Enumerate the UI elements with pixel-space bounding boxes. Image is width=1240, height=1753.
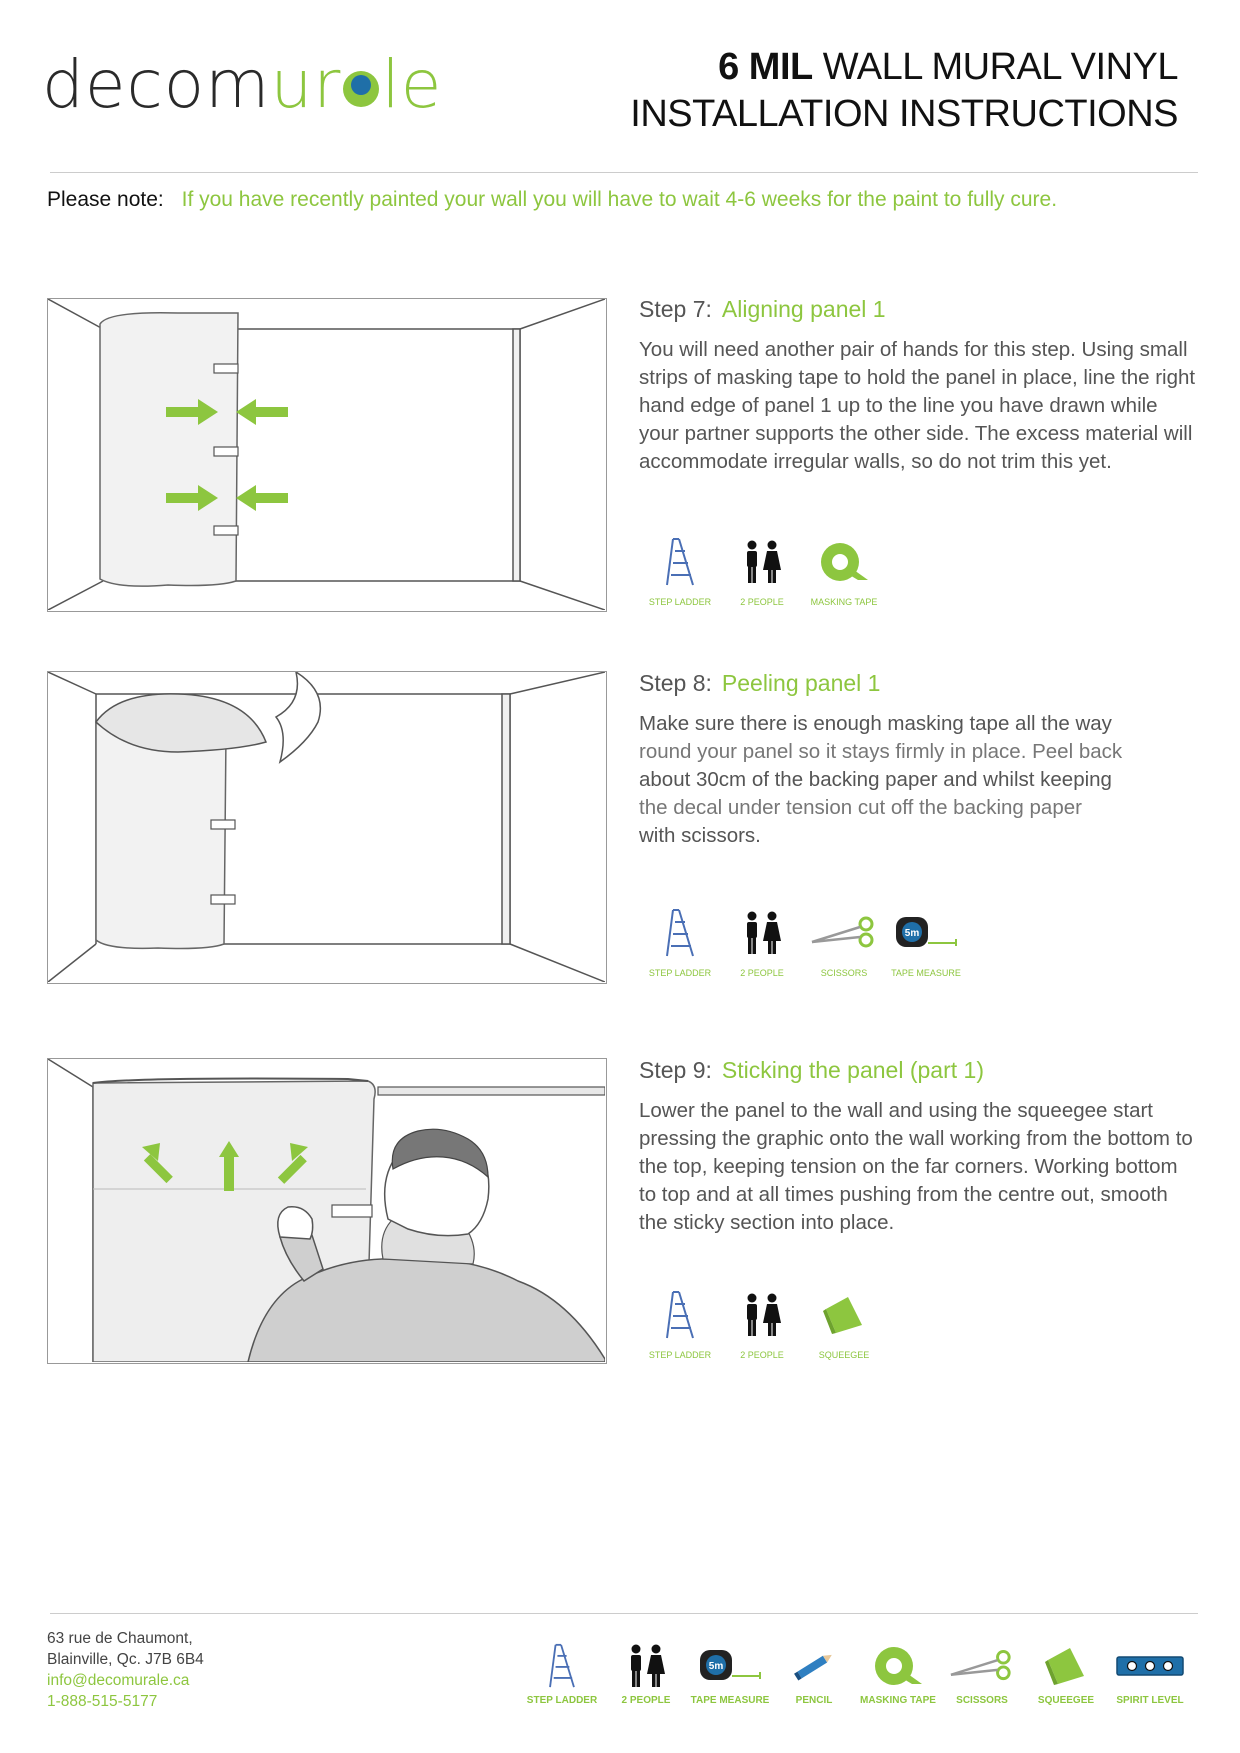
step-8 bbox=[639, 670, 1199, 850]
tool-step-ladder bbox=[639, 1286, 721, 1360]
tape-measure-icon bbox=[698, 1643, 762, 1689]
tool-two-people bbox=[721, 1286, 803, 1360]
legend-label: MASKING TAPE bbox=[860, 1695, 936, 1706]
scissors-icon bbox=[810, 904, 878, 962]
tool-step-ladder bbox=[639, 533, 721, 607]
legend-label: STEP LADDER bbox=[526, 1695, 598, 1706]
tool-label: TAPE MEASURE bbox=[891, 968, 961, 978]
logo-text-dark: decom bbox=[42, 46, 271, 123]
step-9-text: Lower the panel to the wall and using the squeegee start pressing the graphic onto the wall working from the bottom to the top, keeping tension on the far corners. Working bottom to top and at all times pushing from the centre out, smooth the sticky section into place. bbox=[639, 1099, 1193, 1234]
tool-step-ladder bbox=[639, 904, 721, 978]
masking-tape-icon bbox=[872, 1643, 924, 1689]
logo-a-mark bbox=[343, 71, 379, 107]
step-9-illustration bbox=[47, 1058, 607, 1364]
two-people-icon bbox=[742, 1286, 782, 1344]
tool-label: SQUEEGEE bbox=[818, 1350, 870, 1360]
tool-label: 2 PEOPLE bbox=[740, 597, 784, 607]
step-9-heading bbox=[639, 1057, 1199, 1084]
tool-label: MASKING TAPE bbox=[810, 597, 878, 607]
tool-label: SCISSORS bbox=[820, 968, 868, 978]
step-8-text-line: Make sure there is enough masking tape all the way bbox=[639, 712, 1112, 735]
step-7 bbox=[639, 296, 1199, 476]
address-line-1: 63 rue de Chaumont, bbox=[47, 1630, 193, 1647]
legend-label: PENCIL bbox=[795, 1695, 833, 1706]
legend-squeegee bbox=[1024, 1643, 1108, 1706]
brand-logo bbox=[42, 46, 443, 123]
step-7-text: You will need another pair of hands for this step. Using small strips of masking tape to hold the panel in place, line the right hand edge of panel 1 up to the line you have drawn while your partner supports the other side. The excess material will accommodate irregular walls, so do not trim this yet. bbox=[639, 338, 1196, 473]
step-7-tools bbox=[639, 533, 885, 607]
scissors-icon bbox=[949, 1643, 1015, 1689]
squeegee-icon bbox=[1044, 1643, 1088, 1689]
two-people-icon bbox=[742, 904, 782, 962]
header-divider bbox=[50, 172, 1198, 173]
title-bold: 6 MIL bbox=[718, 46, 813, 88]
logo-text-green: ur bbox=[270, 46, 342, 123]
footer-divider bbox=[50, 1613, 1198, 1614]
legend-label: SQUEEGEE bbox=[1037, 1695, 1095, 1706]
step-8-text bbox=[639, 710, 1199, 850]
tool-two-people bbox=[721, 904, 803, 978]
address-line-2: Blainville, Qc. J7B 6B4 bbox=[47, 1651, 204, 1668]
step-8-tools bbox=[639, 904, 967, 978]
legend-tape-measure bbox=[688, 1643, 772, 1706]
legend-label: TAPE MEASURE bbox=[690, 1695, 770, 1706]
paint-note bbox=[47, 188, 1057, 212]
logo-text-green-end: le bbox=[381, 46, 443, 123]
title-line-2: INSTALLATION INSTRUCTIONS bbox=[630, 93, 1178, 135]
legend-pencil bbox=[772, 1643, 856, 1706]
tool-squeegee bbox=[803, 1286, 885, 1360]
tool-label: STEP LADDER bbox=[648, 968, 712, 978]
tool-label: 2 PEOPLE bbox=[740, 1350, 784, 1360]
squeegee-icon bbox=[822, 1286, 866, 1344]
two-people-icon bbox=[742, 533, 782, 591]
title-line-1 bbox=[630, 44, 1178, 91]
title-rest: WALL MURAL VINYL bbox=[812, 46, 1178, 88]
phone-number: 1-888-515-5177 bbox=[47, 1693, 158, 1710]
tape-measure-icon bbox=[894, 904, 958, 962]
step-9-title: Sticking the panel (part 1) bbox=[721, 1057, 984, 1083]
legend-scissors bbox=[940, 1643, 1024, 1706]
legend-two-people bbox=[604, 1643, 688, 1706]
step-8-heading bbox=[639, 670, 1199, 697]
tool-tape-measure bbox=[885, 904, 967, 978]
step-9 bbox=[639, 1057, 1199, 1237]
footer-tools-legend bbox=[520, 1643, 1192, 1706]
tool-label: STEP LADDER bbox=[648, 597, 712, 607]
masking-tape-icon bbox=[818, 533, 870, 591]
tool-label: 2 PEOPLE bbox=[740, 968, 784, 978]
svg-text:5m: 5m bbox=[708, 1661, 724, 1672]
tool-label: STEP LADDER bbox=[648, 1350, 712, 1360]
step-7-heading bbox=[639, 296, 1199, 323]
pencil-icon bbox=[791, 1643, 837, 1689]
legend-step-ladder bbox=[520, 1643, 604, 1706]
step-7-number: Step 7: bbox=[639, 296, 712, 322]
spirit-level-icon bbox=[1116, 1643, 1184, 1689]
document-title bbox=[630, 44, 1178, 138]
tool-masking-tape bbox=[803, 533, 885, 607]
step-ladder-icon bbox=[665, 904, 695, 962]
step-8-text-line: about 30cm of the backing paper and whilst keeping bbox=[639, 768, 1112, 791]
email-link[interactable]: info@decomurale.ca bbox=[47, 1672, 190, 1689]
note-label: Please note: bbox=[47, 188, 164, 211]
step-8-text-line-light: round your panel so it stays firmly in place. Peel back bbox=[639, 740, 1123, 763]
step-9-tools bbox=[639, 1286, 885, 1360]
step-8-text-line-light: the decal under tension cut off the backing paper bbox=[639, 796, 1082, 819]
legend-masking-tape bbox=[856, 1643, 940, 1706]
footer-contact bbox=[47, 1628, 204, 1712]
step-9-number: Step 9: bbox=[639, 1057, 712, 1083]
step-ladder-icon bbox=[548, 1643, 576, 1689]
legend-label: SPIRIT LEVEL bbox=[1116, 1695, 1184, 1706]
svg-text:5m: 5m bbox=[904, 928, 920, 939]
legend-spirit-level bbox=[1108, 1643, 1192, 1706]
step-ladder-icon bbox=[665, 1286, 695, 1344]
tool-scissors bbox=[803, 904, 885, 978]
step-8-number: Step 8: bbox=[639, 670, 712, 696]
step-7-illustration bbox=[47, 298, 607, 612]
legend-label: 2 PEOPLE bbox=[621, 1695, 671, 1706]
tool-two-people bbox=[721, 533, 803, 607]
note-text: If you have recently painted your wall you will have to wait 4-6 weeks for the paint to fully cure. bbox=[181, 188, 1058, 211]
legend-label: SCISSORS bbox=[956, 1695, 1008, 1706]
two-people-icon bbox=[626, 1643, 666, 1689]
step-8-title: Peeling panel 1 bbox=[721, 670, 881, 696]
step-7-title: Aligning panel 1 bbox=[721, 296, 886, 322]
step-ladder-icon bbox=[665, 533, 695, 591]
step-8-text-line: with scissors. bbox=[639, 824, 761, 847]
step-8-illustration bbox=[47, 671, 607, 984]
